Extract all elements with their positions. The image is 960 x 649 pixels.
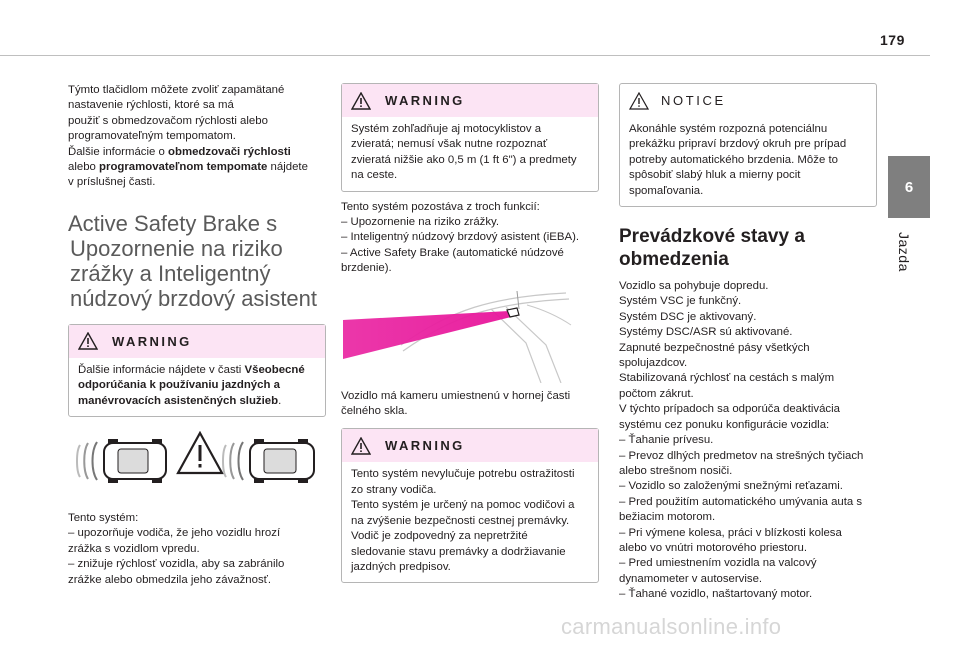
list-item: dynamometer v autoservise.	[619, 572, 763, 585]
list-item: zrážke alebo obmedzila jeho závažnosť.	[68, 573, 272, 586]
section-heading-operating-conditions	[619, 225, 877, 271]
text-line: Systém DSC je aktivovaný.	[619, 310, 757, 323]
text-line: Stabilizovaná rýchlosť na cestách s malým	[619, 372, 835, 385]
warning-box	[341, 428, 599, 583]
heading-line: obmedzenia	[619, 249, 729, 271]
list-item: – Active Safety Brake (automatické núdzové	[341, 246, 564, 259]
car-icon	[77, 439, 166, 483]
text-line: zvieratá nižšie ako 0,5 m (1 ft 6") a predmety	[351, 153, 577, 166]
section-heading-active-safety-brake	[68, 211, 326, 311]
functions-list	[341, 200, 599, 277]
text-line: na ceste.	[351, 169, 398, 182]
system-description	[68, 511, 326, 588]
heading-line: Upozornenie na riziko	[70, 235, 283, 261]
text-line: V týchto prípadoch sa odporúča deaktivácia	[619, 403, 840, 416]
watermark: carmanualsonline.info	[561, 614, 782, 639]
camera-icon	[507, 308, 519, 317]
text-line: jazdných predpisov.	[351, 560, 451, 573]
intro-paragraph	[68, 83, 326, 191]
warning-box	[68, 324, 326, 417]
camera-text	[341, 389, 599, 420]
text-line: Vodič je zodpovedný za nepretržité	[351, 530, 528, 543]
warning-triangle-icon	[351, 437, 371, 455]
column-2	[341, 83, 599, 583]
list-item: – Prevoz dlhých predmetov na strešných tyčiach	[619, 449, 864, 462]
list-item: – Upozornenie na riziko zrážky.	[341, 216, 500, 229]
text-line: Systém VSC je funkčný.	[619, 295, 742, 308]
text-line: spolujazdcov.	[619, 357, 688, 370]
list-item: alebo strešnom nosiči.	[619, 464, 733, 477]
text-line: zvieratá; nemusí však nutne rozpoznať	[351, 138, 548, 151]
column-1	[68, 83, 326, 588]
text-line: Systémy DSC/ASR sú aktivované.	[619, 326, 793, 339]
text-line: Tento systém pozostáva z troch funkcií:	[341, 200, 540, 213]
list-item: bežiacim motorom.	[619, 511, 716, 524]
list-item: – Pred použitím automatického umývania auta s	[619, 495, 863, 508]
heading-line: núdzový brzdový asistent	[70, 285, 318, 311]
text-line: počtom zákrut.	[619, 387, 694, 400]
list-item: – Ťahanie prívesu.	[619, 434, 714, 447]
text-line: použiť s obmedzovačom rýchlosti alebo	[68, 114, 268, 127]
list-item: brzdenie).	[341, 262, 392, 275]
warning-header	[342, 84, 598, 117]
text-line: Ďalšie informácie nájdete v časti Všeobecné	[78, 363, 305, 376]
text-line: Ďalšie informácie o obmedzovači rýchlosti	[68, 145, 291, 158]
notice-title: NOTICE	[661, 93, 726, 108]
text-line: spôsobiť slabý hluk a mierny pocit	[629, 169, 801, 182]
warning-header	[69, 325, 325, 358]
text-line: čelného skla.	[341, 405, 408, 418]
warning-title: WARNING	[112, 333, 192, 349]
warning-triangle-icon	[78, 332, 98, 350]
notice-header	[620, 84, 876, 117]
text-line: Vozidlo sa pohybuje dopredu.	[619, 280, 769, 293]
top-rule	[0, 55, 930, 56]
chapter-tab: 6	[888, 156, 930, 218]
list-item: – upozorňuje vodiča, že jeho vozidlu hrozí	[68, 527, 281, 540]
text-line: Zapnuté bezpečnostné pásy všetkých	[619, 341, 810, 354]
car-icon	[223, 439, 314, 483]
text-line: manévrovacích asistenčných služieb.	[78, 394, 282, 407]
warning-title: WARNING	[385, 438, 465, 454]
text-line: spomaľovania.	[629, 184, 704, 197]
column-3	[619, 83, 877, 603]
text-line: na zvýšenie bezpečnosti cestnej premávky.	[351, 514, 570, 527]
text-line: Tento systém je určený na pomoc vodičovi a	[351, 499, 575, 512]
list-item: – znižuje rýchlosť vozidla, aby sa zabránilo	[68, 558, 285, 571]
text-line: alebo programovateľnom tempomate nájdete	[68, 161, 308, 174]
text-line: sledovanie stavu premávky a dodržiavanie	[351, 545, 566, 558]
text-line: systému cez ponuku konfigurácie vozidla:	[619, 418, 830, 431]
list-item: – Pri výmene kolesa, práci v blízkosti kolesa	[619, 526, 842, 539]
text-line: potreby automatického brzdenia. Môže to	[629, 153, 838, 166]
heading-line: zrážky a Inteligentný	[70, 260, 271, 286]
text-line: zo strany vodiča.	[351, 483, 437, 496]
warning-box	[341, 83, 599, 192]
text-line: Vozidlo má kameru umiestnenú v hornej časti	[341, 389, 571, 402]
list-item: alebo vo vnútri motorového priestoru.	[619, 541, 808, 554]
text-line: Týmto tlačidlom môžete zvoliť zapamätané	[68, 84, 285, 96]
warning-header	[342, 429, 598, 462]
notice-triangle-icon	[629, 92, 649, 110]
text-line: v príslušnej časti.	[68, 176, 156, 189]
heading-line: Active Safety Brake s	[68, 210, 278, 236]
list-item: – Inteligentný núdzový brzdový asistent (iEBA).	[341, 231, 580, 244]
text-line: Akonáhle systém rozpozná potenciálnu	[629, 123, 828, 135]
list-item: – Pred umiestnením vozidla na valcový	[619, 557, 817, 570]
notice-box	[619, 83, 877, 207]
text-line: programovateľným tempomatom.	[68, 130, 236, 143]
collision-warning-illustration	[68, 431, 326, 491]
windscreen-camera-illustration	[341, 285, 599, 383]
warning-title: WARNING	[385, 93, 465, 108]
list-item: – Vozidlo so založenými snežnými reťazami.	[619, 480, 843, 493]
text-line: odporúčania k používaniu jazdných a	[78, 379, 280, 392]
text-line: nastavenie rýchlosti, ktoré sa má	[68, 99, 234, 112]
warning-triangle-icon	[178, 433, 222, 473]
list-item: – Ťahané vozidlo, naštartovaný motor.	[619, 588, 813, 601]
text-line: Tento systém:	[68, 512, 139, 525]
list-item: zrážka s vozidlom vpredu.	[68, 542, 200, 555]
conditions-body	[619, 279, 877, 603]
page-number: 179	[880, 32, 905, 48]
text-line: Tento systém nevylučuje potrebu ostražitosti	[351, 468, 575, 481]
text-line: Systém zohľadňuje aj motocyklistov a	[351, 123, 542, 135]
chapter-label: Jazda	[896, 232, 912, 272]
text-line: prekážku pripraví brzdový okruh pre prípad	[629, 138, 847, 151]
heading-line: Prevádzkové stavy a	[619, 226, 805, 248]
warning-triangle-icon	[351, 92, 371, 110]
